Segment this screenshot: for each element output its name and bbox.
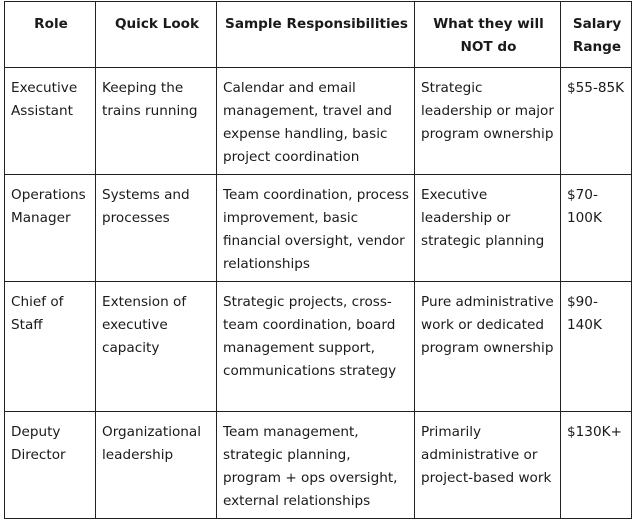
cell-not-do: Pure administrative work or dedicated program ownership [415,282,561,412]
cell-quick-look: Keeping the trains running [96,68,217,175]
cell-quick-look: Extension of executive capacity [96,282,217,412]
header-role: Role [5,2,96,68]
table-row [5,68,632,175]
cell-salary: $70-100K [561,175,632,282]
table-header-row [5,2,632,68]
cell-salary: $130K+ [561,412,632,519]
header-sample-responsibilities: Sample Responsibilities [217,2,415,68]
table-row [5,282,632,412]
table-row [5,412,632,519]
cell-not-do: Executive leadership or strategic planning [415,175,561,282]
cell-role: Chief of Staff [5,282,96,412]
cell-responsibilities: Team coordination, process improvement, basic financial oversight, vendor relationships [217,175,415,282]
cell-responsibilities: Calendar and email management, travel and expense handling, basic project coordination [217,68,415,175]
cell-role: Operations Manager [5,175,96,282]
cell-salary: $55-85K [561,68,632,175]
cell-not-do: Strategic leadership or major program ownership [415,68,561,175]
roles-comparison-table [4,1,632,519]
cell-responsibilities: Team management, strategic planning, program + ops oversight, external relationships [217,412,415,519]
cell-not-do: Primarily administrative or project-based work [415,412,561,519]
table-row [5,175,632,282]
cell-quick-look: Organizational leadership [96,412,217,519]
cell-role: Executive Assistant [5,68,96,175]
cell-role: Deputy Director [5,412,96,519]
header-quick-look: Quick Look [96,2,217,68]
cell-salary: $90-140K [561,282,632,412]
cell-responsibilities: Strategic projects, cross-team coordination, board management support, communications strategy [217,282,415,412]
header-salary-range: Salary Range [561,2,632,68]
cell-quick-look: Systems and processes [96,175,217,282]
header-not-do: What they will NOT do [415,2,561,68]
